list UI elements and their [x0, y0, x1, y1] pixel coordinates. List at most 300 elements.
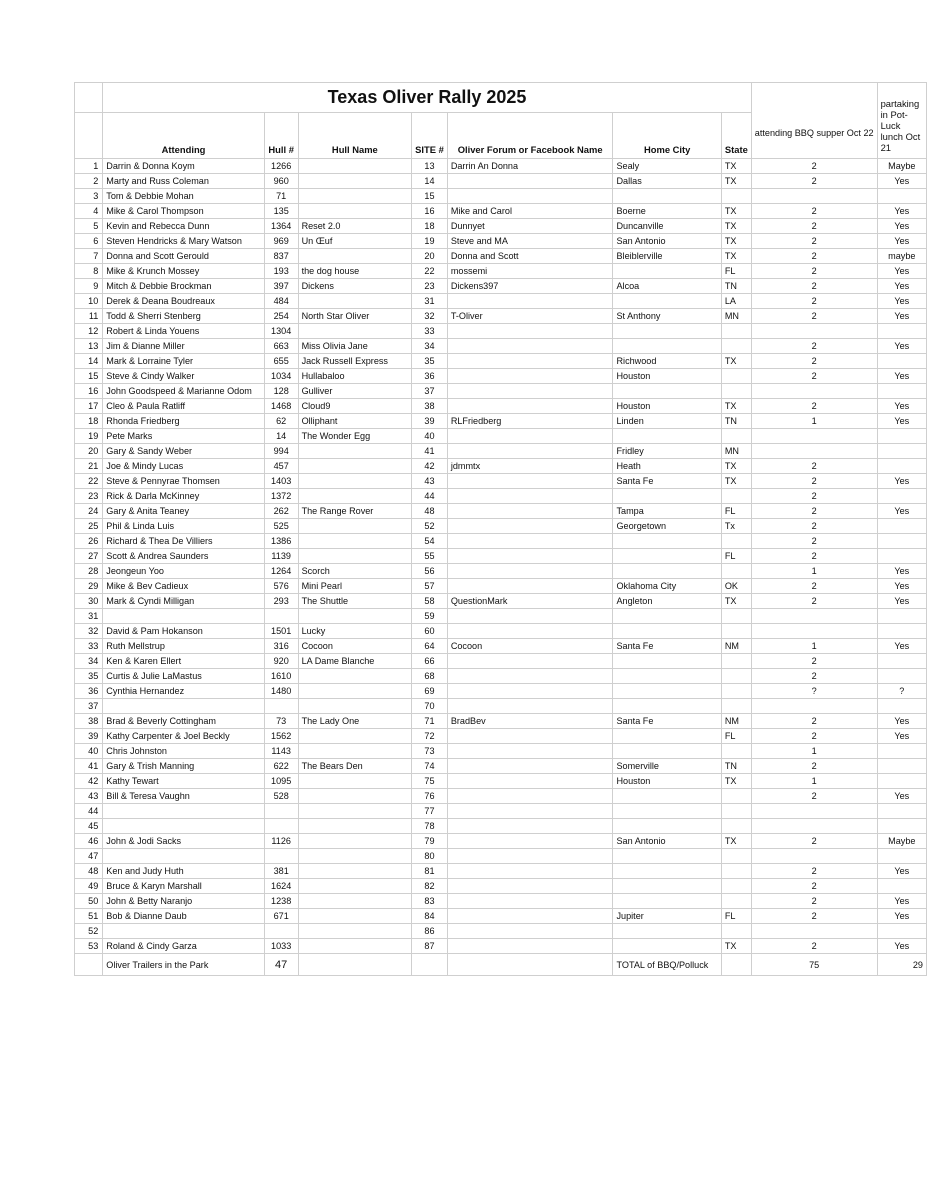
hull-number: 920 [264, 654, 298, 669]
row-number: 46 [75, 834, 103, 849]
table-row [75, 909, 927, 924]
attendee-name: Steve & Cindy Walker [103, 369, 265, 384]
bbq-count: ? [751, 684, 877, 699]
potluck-response [877, 444, 926, 459]
state: TX [721, 459, 751, 474]
site-number: 55 [412, 549, 448, 564]
row-number: 42 [75, 774, 103, 789]
site-number: 15 [412, 189, 448, 204]
site-number: 22 [412, 264, 448, 279]
hull-number: 1126 [264, 834, 298, 849]
attendee-name: Phil & Linda Luis [103, 519, 265, 534]
forum-name [447, 189, 613, 204]
bbq-count: 2 [751, 504, 877, 519]
table-row [75, 624, 927, 639]
potluck-response [877, 759, 926, 774]
attendee-name: Mark & Lorraine Tyler [103, 354, 265, 369]
potluck-response [877, 324, 926, 339]
attendee-name: David & Pam Hokanson [103, 624, 265, 639]
home-city [613, 699, 721, 714]
state [721, 669, 751, 684]
hull-name [298, 159, 412, 174]
potluck-response [877, 849, 926, 864]
potluck-response [877, 489, 926, 504]
attendee-name: Steve & Pennyrae Thomsen [103, 474, 265, 489]
sheet-title: Texas Oliver Rally 2025 [103, 83, 752, 113]
bbq-count: 2 [751, 294, 877, 309]
hull-number: 837 [264, 249, 298, 264]
forum-name [447, 924, 613, 939]
bbq-count: 2 [751, 474, 877, 489]
bbq-count: 2 [751, 864, 877, 879]
state [721, 684, 751, 699]
potluck-response: Yes [877, 504, 926, 519]
hull-number [264, 819, 298, 834]
table-row [75, 549, 927, 564]
state [721, 564, 751, 579]
hull-number [264, 804, 298, 819]
state: TN [721, 759, 751, 774]
state [721, 369, 751, 384]
attendee-name: Curtis & Julie LaMastus [103, 669, 265, 684]
site-number: 36 [412, 369, 448, 384]
header-home-city: Home City [613, 113, 721, 159]
state [721, 864, 751, 879]
home-city [613, 684, 721, 699]
site-number: 73 [412, 744, 448, 759]
site-number: 58 [412, 594, 448, 609]
potluck-response: ? [877, 684, 926, 699]
home-city: Richwood [613, 354, 721, 369]
attendee-name [103, 819, 265, 834]
bbq-count: 2 [751, 714, 877, 729]
hull-name: Cocoon [298, 639, 412, 654]
site-number: 57 [412, 579, 448, 594]
forum-name [447, 339, 613, 354]
hull-number: 576 [264, 579, 298, 594]
home-city: Santa Fe [613, 474, 721, 489]
attendee-name: Rhonda Friedberg [103, 414, 265, 429]
site-number: 14 [412, 174, 448, 189]
state [721, 624, 751, 639]
forum-name [447, 549, 613, 564]
hull-number: 193 [264, 264, 298, 279]
attendee-name: Jeongeun Yoo [103, 564, 265, 579]
site-number: 23 [412, 279, 448, 294]
table-row [75, 504, 927, 519]
row-number: 12 [75, 324, 103, 339]
site-number: 81 [412, 864, 448, 879]
hull-number [264, 609, 298, 624]
state: TN [721, 279, 751, 294]
table-row [75, 804, 927, 819]
title-row [75, 83, 927, 113]
site-number: 71 [412, 714, 448, 729]
potluck-response: Yes [877, 264, 926, 279]
forum-name [447, 684, 613, 699]
state: FL [721, 909, 751, 924]
hull-number: 622 [264, 759, 298, 774]
row-number: 31 [75, 609, 103, 624]
hull-name [298, 879, 412, 894]
hull-number: 1034 [264, 369, 298, 384]
state: LA [721, 294, 751, 309]
state [721, 324, 751, 339]
bbq-count: 2 [751, 309, 877, 324]
hull-number: 73 [264, 714, 298, 729]
forum-name [447, 294, 613, 309]
home-city [613, 564, 721, 579]
row-number: 27 [75, 549, 103, 564]
site-number: 40 [412, 429, 448, 444]
forum-name: Donna and Scott [447, 249, 613, 264]
bbq-count: 2 [751, 579, 877, 594]
attendee-name: Bill & Teresa Vaughn [103, 789, 265, 804]
bbq-count: 2 [751, 534, 877, 549]
attendee-name: Marty and Russ Coleman [103, 174, 265, 189]
home-city: Houston [613, 774, 721, 789]
home-city: Santa Fe [613, 639, 721, 654]
row-number: 13 [75, 339, 103, 354]
state [721, 849, 751, 864]
header-bbq: attending BBQ supper Oct 22 [751, 83, 877, 159]
table-row [75, 669, 927, 684]
attendee-name: Bob & Dianne Daub [103, 909, 265, 924]
bbq-count: 2 [751, 249, 877, 264]
row-number: 11 [75, 309, 103, 324]
forum-name: Darrin An Donna [447, 159, 613, 174]
state [721, 189, 751, 204]
state: TN [721, 414, 751, 429]
forum-name: mossemi [447, 264, 613, 279]
table-row [75, 774, 927, 789]
attendee-name: Kathy Carpenter & Joel Beckly [103, 729, 265, 744]
table-row [75, 249, 927, 264]
row-number: 33 [75, 639, 103, 654]
row-number: 6 [75, 234, 103, 249]
state: TX [721, 474, 751, 489]
potluck-response [877, 774, 926, 789]
hull-number: 1304 [264, 324, 298, 339]
hull-name: Lucky [298, 624, 412, 639]
bbq-count: 2 [751, 894, 877, 909]
hull-name: The Shuttle [298, 594, 412, 609]
state [721, 924, 751, 939]
potluck-response: Yes [877, 714, 926, 729]
home-city: Angleton [613, 594, 721, 609]
site-number: 13 [412, 159, 448, 174]
attendee-name: Cynthia Hernandez [103, 684, 265, 699]
table-row [75, 489, 927, 504]
home-city: Fridley [613, 444, 721, 459]
table-row [75, 534, 927, 549]
attendee-name [103, 804, 265, 819]
home-city [613, 624, 721, 639]
hull-number: 528 [264, 789, 298, 804]
site-number: 74 [412, 759, 448, 774]
site-number: 35 [412, 354, 448, 369]
site-number: 84 [412, 909, 448, 924]
row-number: 8 [75, 264, 103, 279]
potluck-response: Yes [877, 399, 926, 414]
attendee-name: Mike & Carol Thompson [103, 204, 265, 219]
hull-number: 1264 [264, 564, 298, 579]
site-number: 33 [412, 324, 448, 339]
row-number: 22 [75, 474, 103, 489]
bbq-count [751, 849, 877, 864]
bbq-count: 1 [751, 774, 877, 789]
table-row [75, 219, 927, 234]
bbq-count: 2 [751, 459, 877, 474]
hull-name [298, 534, 412, 549]
potluck-response [877, 924, 926, 939]
header-state: State [721, 113, 751, 159]
attendee-name: Gary & Trish Manning [103, 759, 265, 774]
attendee-name: Mike & Krunch Mossey [103, 264, 265, 279]
table-row [75, 279, 927, 294]
forum-name [447, 669, 613, 684]
hull-name [298, 939, 412, 954]
table-row [75, 444, 927, 459]
potluck-response [877, 669, 926, 684]
state: TX [721, 159, 751, 174]
hull-number: 655 [264, 354, 298, 369]
table-row [75, 324, 927, 339]
state: TX [721, 939, 751, 954]
site-number: 59 [412, 609, 448, 624]
state: TX [721, 774, 751, 789]
attendee-name: Mark & Cyndi Milligan [103, 594, 265, 609]
potluck-response: Yes [877, 414, 926, 429]
home-city [613, 744, 721, 759]
home-city [613, 264, 721, 279]
row-number: 49 [75, 879, 103, 894]
row-number: 53 [75, 939, 103, 954]
hull-name: the dog house [298, 264, 412, 279]
header-potluck: partaking in Pot-Luck lunch Oct 21 [877, 83, 926, 159]
home-city [613, 924, 721, 939]
state [721, 609, 751, 624]
table-row [75, 234, 927, 249]
hull-name [298, 909, 412, 924]
row-number: 18 [75, 414, 103, 429]
header-site: SITE # [412, 113, 448, 159]
home-city [613, 849, 721, 864]
site-number: 19 [412, 234, 448, 249]
state: MN [721, 309, 751, 324]
hull-number [264, 849, 298, 864]
home-city: Houston [613, 369, 721, 384]
hull-name: Jack Russell Express [298, 354, 412, 369]
table-row [75, 939, 927, 954]
hull-name: Miss Olivia Jane [298, 339, 412, 354]
forum-name: QuestionMark [447, 594, 613, 609]
potluck-response: Yes [877, 174, 926, 189]
state: TX [721, 219, 751, 234]
row-number: 23 [75, 489, 103, 504]
forum-name [447, 609, 613, 624]
row-number: 2 [75, 174, 103, 189]
state: MN [721, 444, 751, 459]
potluck-response [877, 609, 926, 624]
potluck-response: Yes [877, 864, 926, 879]
hull-name [298, 519, 412, 534]
table-row [75, 354, 927, 369]
site-number: 39 [412, 414, 448, 429]
potluck-response [877, 549, 926, 564]
potluck-response [877, 879, 926, 894]
hull-name [298, 669, 412, 684]
forum-name: Dickens397 [447, 279, 613, 294]
forum-name: Dunnyet [447, 219, 613, 234]
hull-name [298, 864, 412, 879]
header-hull-number: Hull # [264, 113, 298, 159]
hull-name [298, 174, 412, 189]
site-number: 52 [412, 519, 448, 534]
attendee-name: Kathy Tewart [103, 774, 265, 789]
home-city: Tampa [613, 504, 721, 519]
row-number: 5 [75, 219, 103, 234]
forum-name [447, 504, 613, 519]
attendee-name: Cleo & Paula Ratliff [103, 399, 265, 414]
row-number: 17 [75, 399, 103, 414]
attendee-name: Ruth Mellstrup [103, 639, 265, 654]
state: OK [721, 579, 751, 594]
home-city [613, 489, 721, 504]
forum-name [447, 399, 613, 414]
row-number: 44 [75, 804, 103, 819]
hull-number: 1480 [264, 684, 298, 699]
forum-name: BradBev [447, 714, 613, 729]
hull-name [298, 324, 412, 339]
home-city: San Antonio [613, 834, 721, 849]
table-row [75, 339, 927, 354]
row-number: 39 [75, 729, 103, 744]
table-row [75, 579, 927, 594]
potluck-response: Yes [877, 309, 926, 324]
state [721, 894, 751, 909]
bbq-count: 2 [751, 264, 877, 279]
forum-name [447, 384, 613, 399]
state: FL [721, 264, 751, 279]
row-number: 45 [75, 819, 103, 834]
site-number: 56 [412, 564, 448, 579]
potluck-response [877, 699, 926, 714]
attendee-name: Jim & Dianne Miller [103, 339, 265, 354]
bbq-count: 2 [751, 549, 877, 564]
table-row [75, 309, 927, 324]
state [721, 789, 751, 804]
state: TX [721, 834, 751, 849]
hull-name [298, 609, 412, 624]
potluck-response: Yes [877, 579, 926, 594]
attendee-name: Steven Hendricks & Mary Watson [103, 234, 265, 249]
potluck-response [877, 744, 926, 759]
row-number: 29 [75, 579, 103, 594]
bbq-count: 2 [751, 939, 877, 954]
hull-number: 1095 [264, 774, 298, 789]
home-city: Boerne [613, 204, 721, 219]
attendee-name: Tom & Debbie Mohan [103, 189, 265, 204]
site-number: 87 [412, 939, 448, 954]
hull-name: Reset 2.0 [298, 219, 412, 234]
potluck-response: Yes [877, 789, 926, 804]
totals-spacer [75, 954, 103, 976]
bbq-count: 2 [751, 759, 877, 774]
bbq-count [751, 819, 877, 834]
hull-number: 1501 [264, 624, 298, 639]
header-forum-name: Oliver Forum or Facebook Name [447, 113, 613, 159]
table-row [75, 639, 927, 654]
attendee-name [103, 699, 265, 714]
forum-name [447, 894, 613, 909]
home-city: Bleiblerville [613, 249, 721, 264]
potluck-response [877, 804, 926, 819]
home-city: Georgetown [613, 519, 721, 534]
site-number: 77 [412, 804, 448, 819]
potluck-response: Yes [877, 594, 926, 609]
attendee-name: Bruce & Karyn Marshall [103, 879, 265, 894]
hull-number: 671 [264, 909, 298, 924]
attendee-name: Chris Johnston [103, 744, 265, 759]
hull-name [298, 204, 412, 219]
hull-name [298, 444, 412, 459]
bbq-count [751, 444, 877, 459]
hull-name [298, 459, 412, 474]
potluck-response [877, 534, 926, 549]
bbq-count: 1 [751, 639, 877, 654]
bbq-count [751, 324, 877, 339]
state [721, 654, 751, 669]
site-number: 60 [412, 624, 448, 639]
row-number: 40 [75, 744, 103, 759]
row-number: 16 [75, 384, 103, 399]
home-city: San Antonio [613, 234, 721, 249]
site-number: 37 [412, 384, 448, 399]
home-city [613, 819, 721, 834]
potluck-response [877, 429, 926, 444]
bbq-count: 2 [751, 909, 877, 924]
forum-name [447, 534, 613, 549]
home-city [613, 324, 721, 339]
bbq-count [751, 804, 877, 819]
potluck-response [877, 384, 926, 399]
home-city [613, 939, 721, 954]
state: TX [721, 249, 751, 264]
state: Tx [721, 519, 751, 534]
attendee-name: Gary & Anita Teaney [103, 504, 265, 519]
attendee-name: Rick & Darla McKinney [103, 489, 265, 504]
bbq-count: 2 [751, 279, 877, 294]
hull-name [298, 489, 412, 504]
table-row [75, 879, 927, 894]
attendee-name: Ken & Karen Ellert [103, 654, 265, 669]
hull-name: Gulliver [298, 384, 412, 399]
forum-name: jdmmtx [447, 459, 613, 474]
potluck-response: Yes [877, 564, 926, 579]
site-number: 70 [412, 699, 448, 714]
bbq-total: 75 [751, 954, 877, 976]
hull-name: Scorch [298, 564, 412, 579]
potluck-response [877, 354, 926, 369]
table-row [75, 609, 927, 624]
state: TX [721, 234, 751, 249]
hull-name [298, 684, 412, 699]
hull-number: 960 [264, 174, 298, 189]
attendee-name: John & Jodi Sacks [103, 834, 265, 849]
forum-name [447, 564, 613, 579]
hull-name [298, 774, 412, 789]
